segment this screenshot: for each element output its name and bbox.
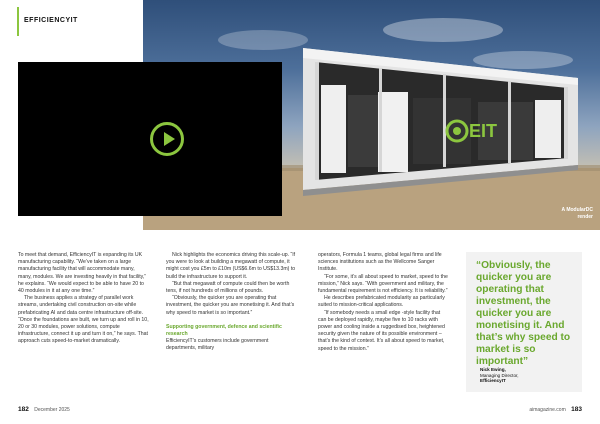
paragraph: “If somebody needs a small edge -style facility that can be deployed rapidly, maybe five to 10 racks with power and cooling inside a ruggedised box, heightened security given the nature of its possible environment – that’s the kind of context. It’s all about speed to market, speed to the mission.”	[318, 309, 445, 352]
paragraph: He describes prefabricated modularity as particularly suited to mission-critical applications.	[318, 295, 445, 309]
footer-left	[18, 406, 70, 413]
paragraph: To meet that demand, EfficiencyIT is expanding its UK manufacturing capability. “We’ve taken on a large manufacturing facility that will accommodate many, many, modules. We are investing heavily in that facility,” he explains. “We would expect to be able to have 20 to 40 modules in it at any one time.”	[18, 252, 147, 295]
paragraph: “For some, it’s all about speed to market, speed to the mission,” Nick says. “With government and military, the fundamental requirement is not efficiency. It is reliability.”	[318, 273, 448, 295]
play-icon[interactable]	[150, 122, 184, 156]
paragraph: “Obviously, the quicker you are operating that investment, the quicker you are monetising it. And that’s why speed to market is so important.”	[166, 295, 295, 316]
page-number-right: 183	[571, 406, 582, 413]
site-link[interactable]: aimagazine.com	[529, 407, 566, 413]
paragraph: EfficiencyIT’s customers include government departments, military	[166, 338, 269, 352]
section-label: EFFICIENCYIT	[24, 17, 78, 24]
pull-quote-text: “Obviously, the quicker you are operating that investment, the quicker you are monetising it. And that’s why speed to market is so important”	[476, 260, 571, 367]
article-column-2	[166, 252, 297, 353]
paragraph: The business applies a strategy of parallel work streams, undertaking civil construction on-site while prefabricating AI and data centre infrastructure off-site. “Once the foundations are built, we turn up and roll in 10, 20 or 30 modules, power solutions, compute infrastructure, connect it up and turn it on,” he says. That approach cuts speed-to-market dramatically.	[18, 295, 149, 345]
issue-date: December 2025	[34, 407, 70, 413]
video-player[interactable]	[18, 62, 282, 216]
quote-attribution	[480, 367, 519, 384]
article-column-3	[318, 252, 449, 353]
paragraph: Nick highlights the economics driving this scale-up. “If you were to look at building a megawatt of compute, it might cost you £5m to £10m (US$6.6m to US$13.3m) to build the infrastructure to support it.	[166, 252, 296, 280]
image-caption: A ModularDC render	[561, 207, 593, 220]
paragraph: “But that megawatt of compute could then be worth tens, if not hundreds of millions of pounds.	[166, 280, 290, 295]
quote-company: EfficiencyIT	[480, 378, 506, 384]
article-column-1	[18, 252, 149, 346]
quote-name: Nick Ewing,	[480, 367, 506, 372]
paragraph: operators, Formula 1 teams, global legal firms and life sciences institutions such as the Wellcome Sanger Institute.	[318, 252, 442, 273]
footer-right	[529, 406, 582, 413]
svg-text:EIT: EIT	[469, 121, 498, 141]
quote-role: Managing Director,	[480, 372, 519, 378]
page-number-left: 182	[18, 406, 29, 413]
pull-quote	[466, 252, 582, 392]
section-tag	[17, 7, 143, 36]
subheading: Supporting government, defence and scientific research	[166, 323, 282, 338]
